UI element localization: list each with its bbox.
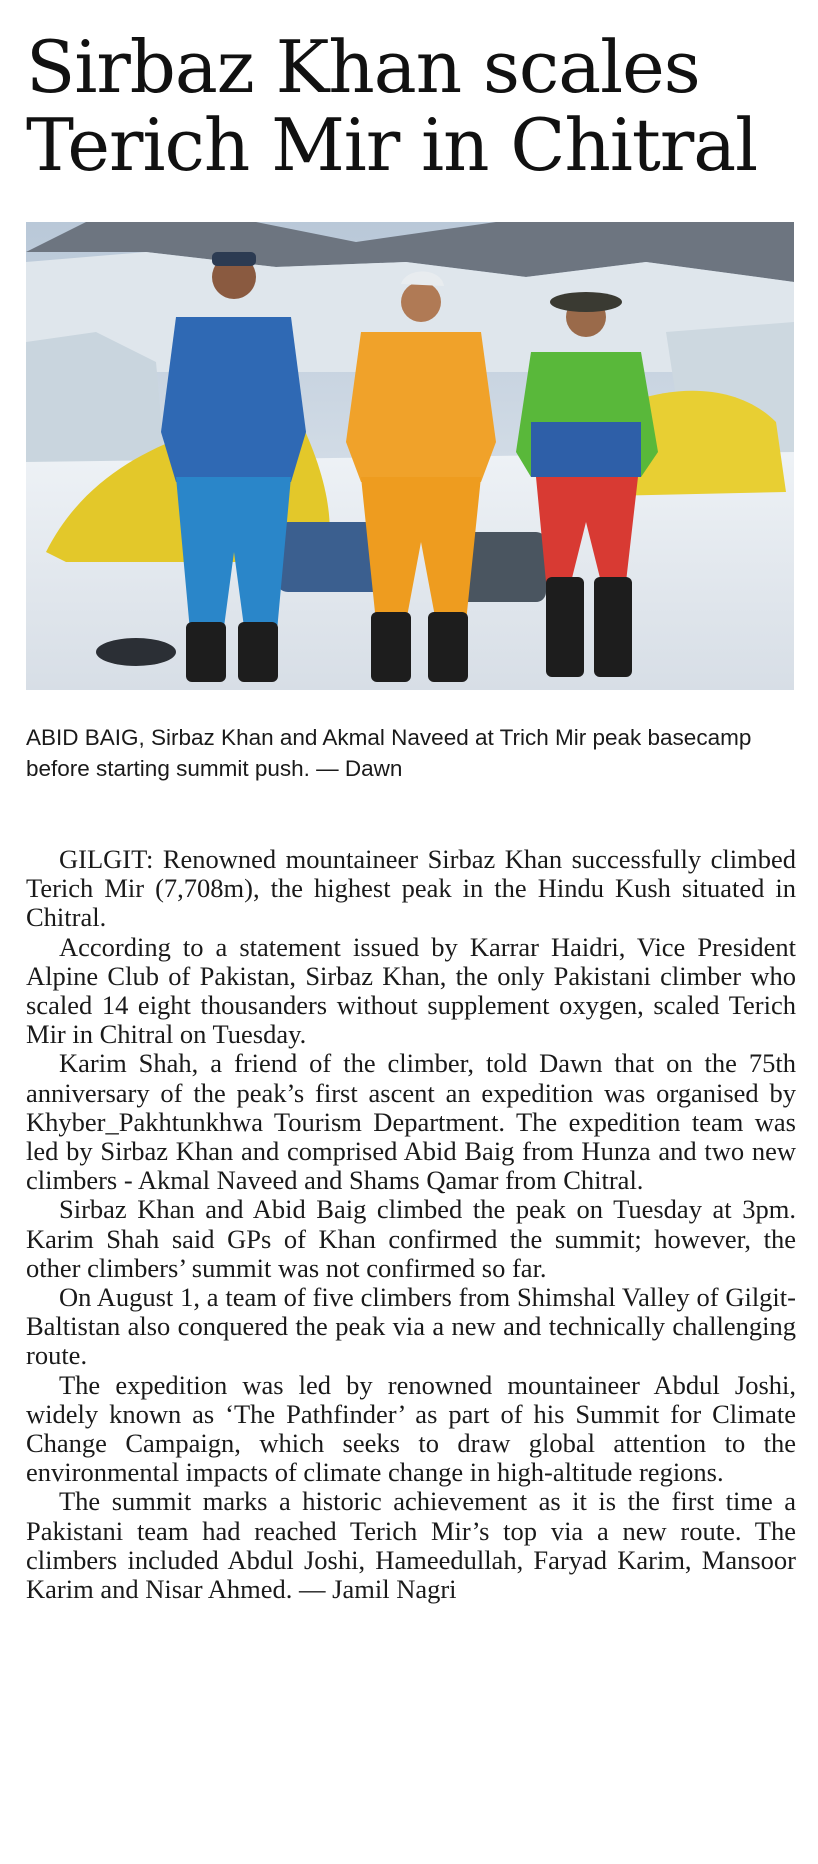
article-paragraph: The expedition was led by renowned mountaineer Abdul Joshi, widely known as ‘The Pathfinder’ as part of his Summit for Climate Change Campaign, which seeks to draw global attention to the environmental impacts of climate change in high-altitude regions. [26, 1369, 796, 1488]
article-paragraph: The summit marks a historic achievement as it is the first time a Pakistani team had reached Terich Mir’s top via a new route. The climbers included Abdul Joshi, Hameedullah, Faryad Karim, Mansoor Karim and Nisar Ahmed. — Jamil Nagri [26, 1486, 796, 1605]
article-photo [26, 222, 794, 690]
article-paragraph: Karim Shah, a friend of the climber, told Dawn that on the 75th anniversary of the peak’s first ascent an expedition was organised by Khyber_Pakhtunkhwa Tourism Department. The expedition team was led by Sirbaz Khan and comprised Abid Baig from Hunza and two new climbers - Akmal Naveed and Shams Qamar from Chitral. [26, 1048, 796, 1196]
article-paragraph: According to a statement issued by Karrar Haidri, Vice President Alpine Club of Pakistan, Sirbaz Khan, the only Pakistani climber who scaled 14 eight thousanders without supplement oxygen, scaled Terich Mir in Chitral on Tuesday. [26, 931, 796, 1050]
headline: Sirbaz Khan scales Terich Mir in Chitral [26, 25, 758, 187]
mountaineers-photo-illustration [26, 222, 794, 690]
photo-caption: ABID BAIG, Sirbaz Khan and Akmal Naveed at Trich Mir peak basecamp before starting summit push. — Dawn [26, 725, 752, 781]
article-paragraph: Sirbaz Khan and Abid Baig climbed the peak on Tuesday at 3pm. Karim Shah said GPs of Khan confirmed the summit; however, the other climbers’ summit was not confirmed so far. [26, 1194, 796, 1283]
article-paragraph: On August 1, a team of five climbers from Shimshal Valley of Gilgit-Baltistan also conquered the peak via a new and technically challenging route. [26, 1282, 796, 1371]
article-paragraph: GILGIT: Renowned mountaineer Sirbaz Khan successfully climbed Terich Mir (7,708m), the highest peak in the Hindu Kush situated in Chitral. [26, 844, 796, 933]
article-body [26, 845, 796, 1604]
